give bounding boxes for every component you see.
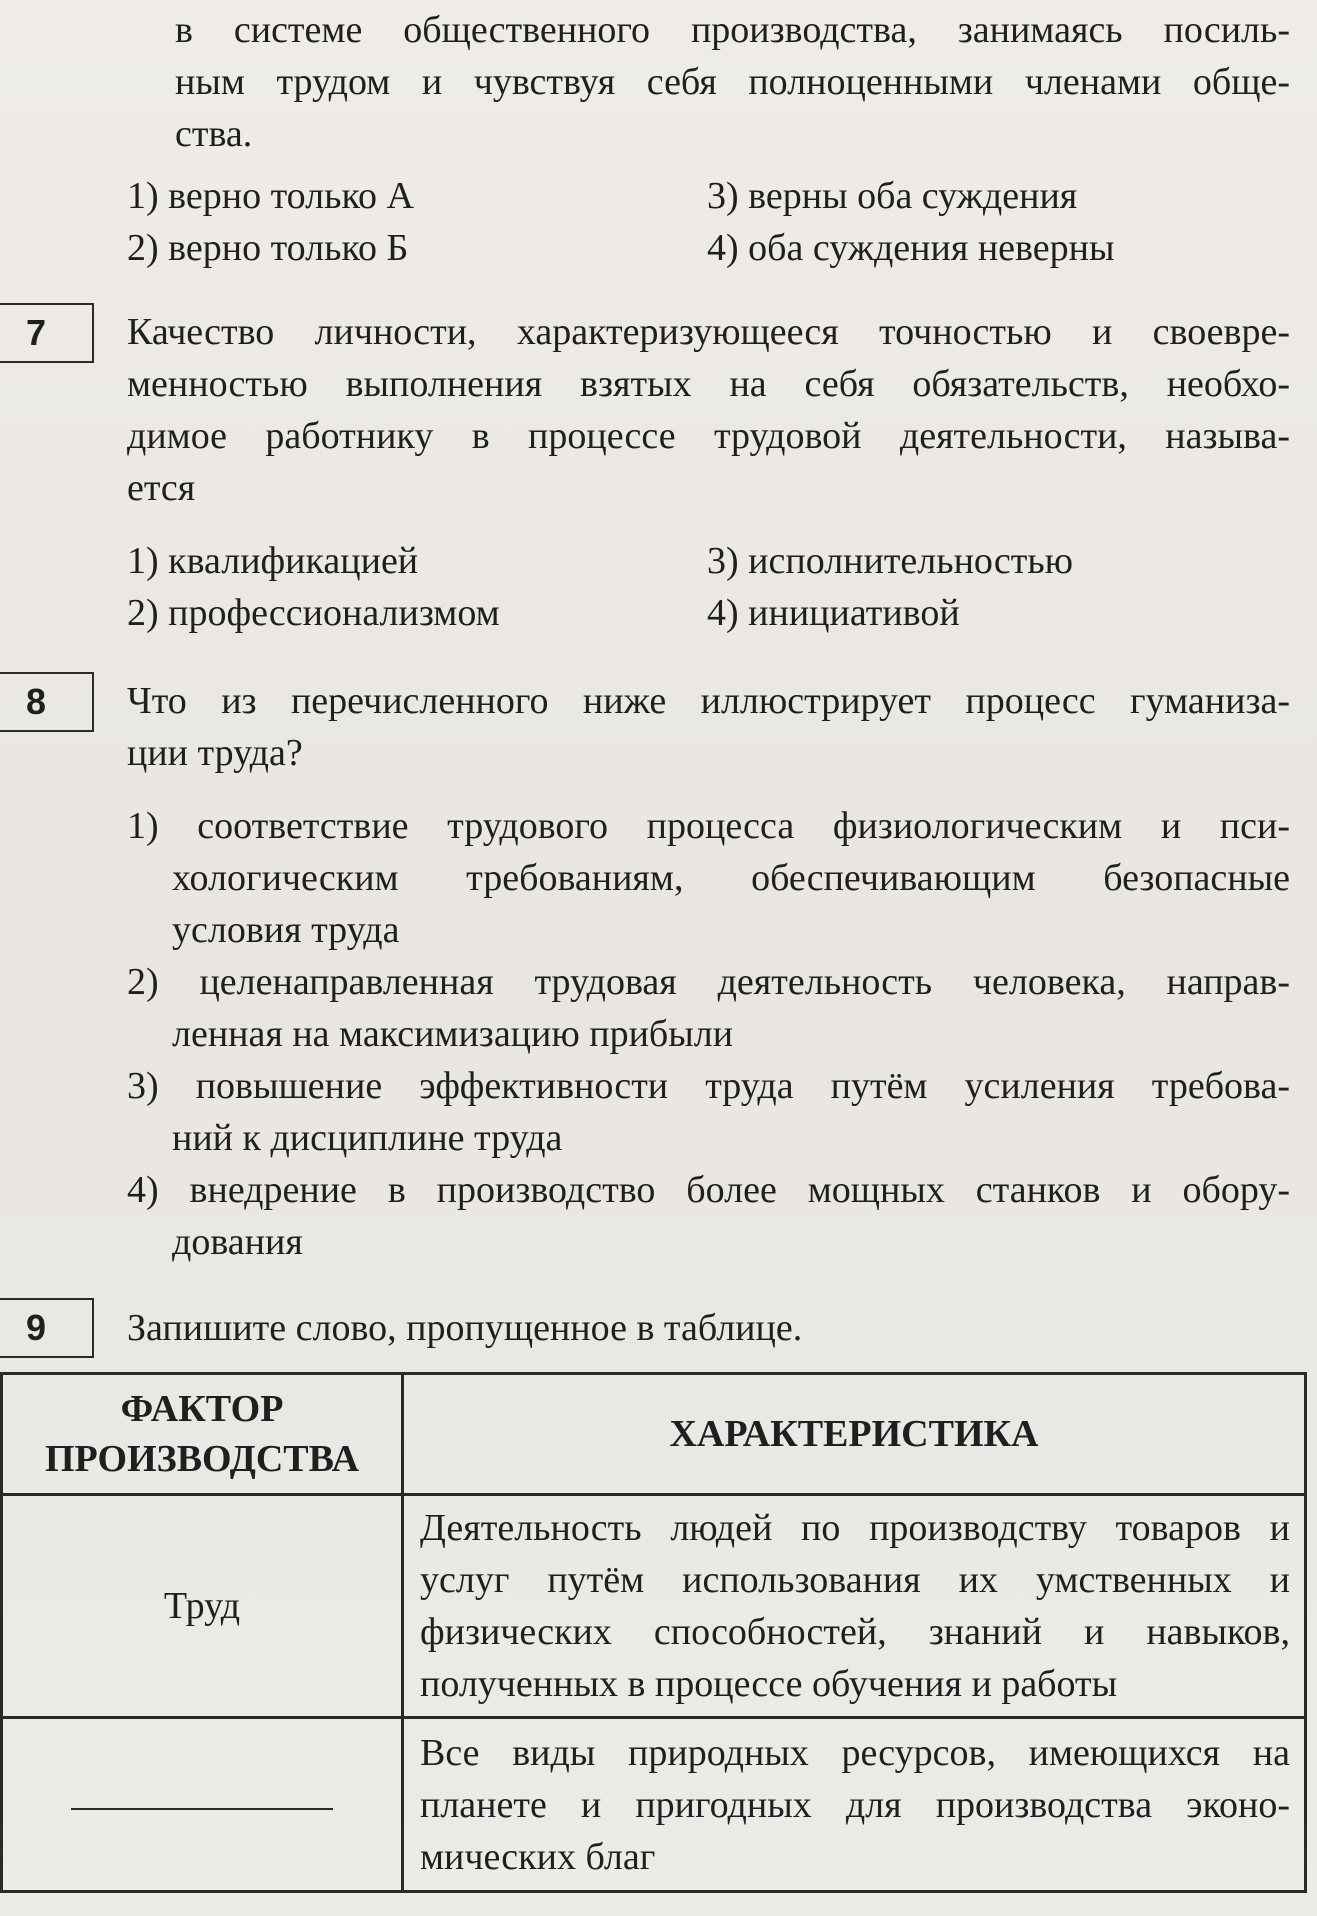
question-number-7: 7 xyxy=(0,303,94,363)
header-factor xyxy=(2,1374,403,1495)
header-factor-line-1: ФАКТОР xyxy=(120,1388,284,1430)
q6-option-4: 4) оба суждения неверны xyxy=(707,227,1115,269)
q7-text-line-3: димое работнику в процессе трудовой деятельности, называ- xyxy=(127,415,1290,457)
q8-option-1-line-1: 1) соответствие трудового процесса физиологическим и пси- xyxy=(127,805,1290,847)
q6-option-3: 3) верны оба суждения xyxy=(707,175,1078,217)
q8-option-2-line-2: ленная на максимизацию прибыли xyxy=(172,1013,734,1055)
q7-option-3: 3) исполнительностью xyxy=(707,540,1074,582)
q6-option-1: 1) верно только А xyxy=(127,175,414,217)
q7-option-1: 1) квалификацией xyxy=(127,540,419,582)
characteristic-cell: Деятельность людей по производству товаров и услуг путём использования их умственных и физических способностей, знаний и навыков, полученных в процессе обучения и работы xyxy=(403,1495,1306,1718)
characteristic-cell: Все виды природных ресурсов, имеющихся на планете и пригодных для производства эконо-мических благ xyxy=(403,1718,1306,1892)
q7-option-2: 2) профессионализмом xyxy=(127,592,500,634)
question-number-9: 9 xyxy=(0,1298,94,1358)
table-row xyxy=(2,1495,1306,1718)
factor-cell-labor: Труд xyxy=(2,1495,403,1718)
q8-option-2-line-1: 2) целенаправленная трудовая деятельность человека, направ- xyxy=(127,961,1290,1003)
q8-option-3-line-1: 3) повышение эффективности труда путём усиления требова- xyxy=(127,1065,1290,1107)
factor-cell-blank xyxy=(2,1718,403,1892)
q8-option-4-line-1: 4) внедрение в производство более мощных станков и обору- xyxy=(127,1169,1290,1211)
production-factors-table xyxy=(0,1372,1307,1893)
table-row xyxy=(2,1718,1306,1892)
q6-option-2: 2) верно только Б xyxy=(127,227,409,269)
q8-text-line-1: Что из перечисленного ниже иллюстрирует процесс гуманиза- xyxy=(127,680,1290,722)
table-header-row xyxy=(2,1374,1306,1495)
q7-text-line-1: Качество личности, характеризующееся точностью и своевре- xyxy=(127,311,1290,353)
q8-text-line-2: ции труда? xyxy=(127,732,303,774)
header-characteristic: ХАРАКТЕРИСТИКА xyxy=(403,1374,1306,1495)
q8-option-1-line-2: хологическим требованиям, обеспечивающим безопасные xyxy=(172,857,1290,899)
q6-text-line-1: в системе общественного производства, занимаясь посиль- xyxy=(175,9,1290,51)
q8-option-4-line-2: дования xyxy=(172,1221,303,1263)
q6-text-line-2: ным трудом и чувствуя себя полноценными членами обще- xyxy=(175,61,1290,103)
q8-option-3-line-2: ний к дисциплине труда xyxy=(172,1117,563,1159)
question-number-8: 8 xyxy=(0,672,94,732)
q7-option-4: 4) инициативой xyxy=(707,592,960,634)
header-factor-line-2: ПРОИЗВОДСТВА xyxy=(44,1438,360,1480)
q9-prompt: Запишите слово, пропущенное в таблице. xyxy=(127,1307,803,1349)
answer-blank-line xyxy=(71,1806,333,1810)
q7-text-line-4: ется xyxy=(127,467,196,509)
q6-text-line-3: ства. xyxy=(175,113,253,155)
q8-option-1-line-3: условия труда xyxy=(172,909,400,951)
q7-text-line-2: менностью выполнения взятых на себя обязательств, необхо- xyxy=(127,363,1290,405)
